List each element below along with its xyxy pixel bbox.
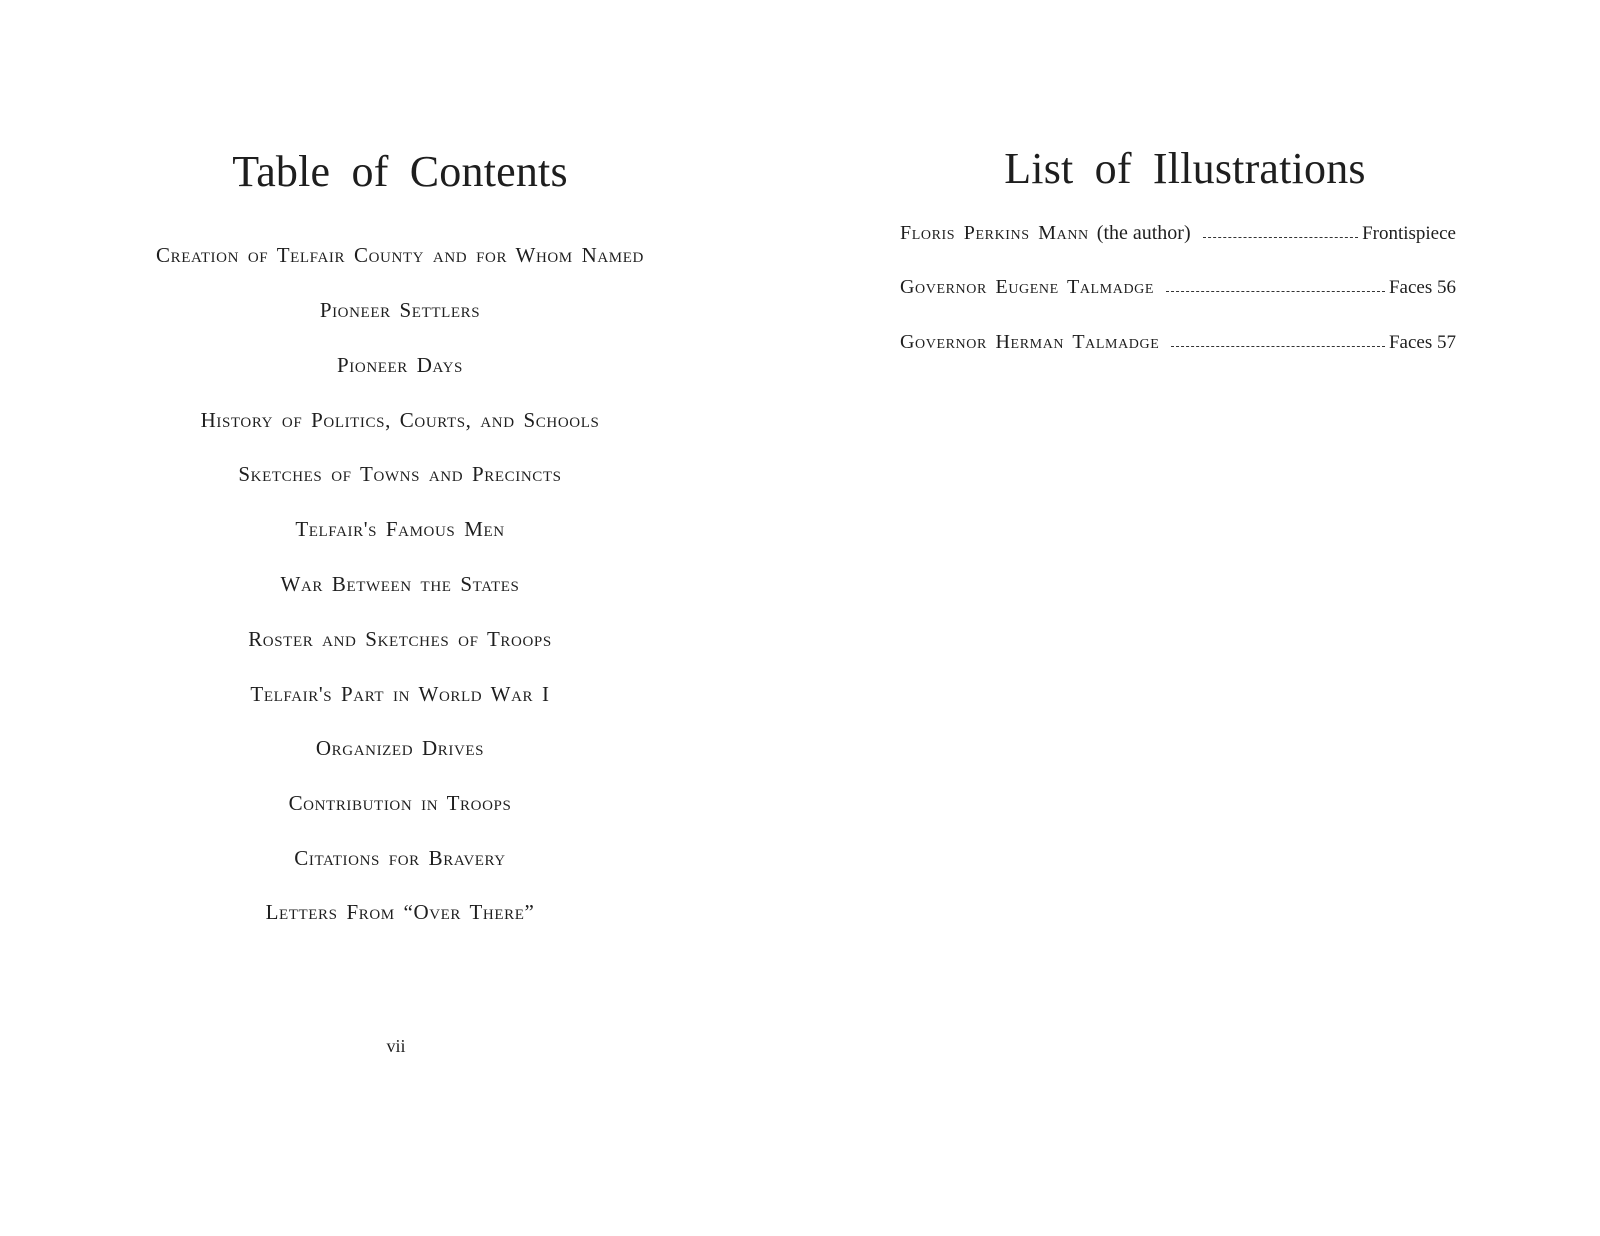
loi-entry-name: Governor Eugene Talmadge — [900, 276, 1155, 298]
toc-entry-roster: Roster and Sketches of Troops — [248, 627, 552, 651]
dot-leader — [1166, 291, 1385, 292]
dot-leader — [1171, 346, 1385, 347]
toc-title: Table of Contents — [232, 147, 568, 196]
right-page — [800, 0, 1600, 1236]
loi-entry-name: Governor Herman Talmadge — [900, 331, 1160, 353]
loi-entry-ref: Frontispiece — [1362, 223, 1456, 244]
toc-entry-letters: Letters From “Over There” — [265, 900, 535, 924]
loi-entry-eugene-talmadge — [900, 276, 1456, 299]
toc-entry-pioneer-days: Pioneer Days — [337, 353, 463, 377]
toc-entry-pioneer-settlers: Pioneer Settlers — [319, 298, 481, 322]
toc-entry-famous-men: Telfair's Famous Men — [295, 517, 505, 541]
toc-entry-contribution: Contribution in Troops — [288, 791, 512, 815]
loi-entry-name: Floris Perkins Mann — [900, 222, 1089, 244]
loi-entry-herman-talmadge — [900, 331, 1456, 354]
loi-entry-ref: Faces 56 — [1388, 277, 1456, 298]
toc-entry-war-between-states: War Between the States — [280, 572, 520, 596]
loi-entry-floris-mann — [900, 222, 1456, 245]
toc-entry-creation: Creation of Telfair County and for Whom Named — [156, 243, 644, 267]
toc-entry-citations: Citations for Bravery — [294, 846, 506, 870]
toc-entry-sketches: Sketches of Towns and Precincts — [238, 462, 562, 486]
toc-entry-history: History of Politics, Courts, and Schools — [200, 408, 600, 432]
dot-leader — [1203, 237, 1358, 238]
toc-entry-world-war-i: Telfair's Part in World War I — [250, 682, 550, 706]
loi-entry-ref: Faces 57 — [1388, 332, 1456, 353]
loi-entry-note: (the author) — [1096, 222, 1191, 244]
toc-entry-organized-drives: Organized Drives — [315, 736, 485, 760]
loi-title: List of Illustrations — [1004, 144, 1366, 193]
page-number: vii — [386, 1036, 406, 1056]
